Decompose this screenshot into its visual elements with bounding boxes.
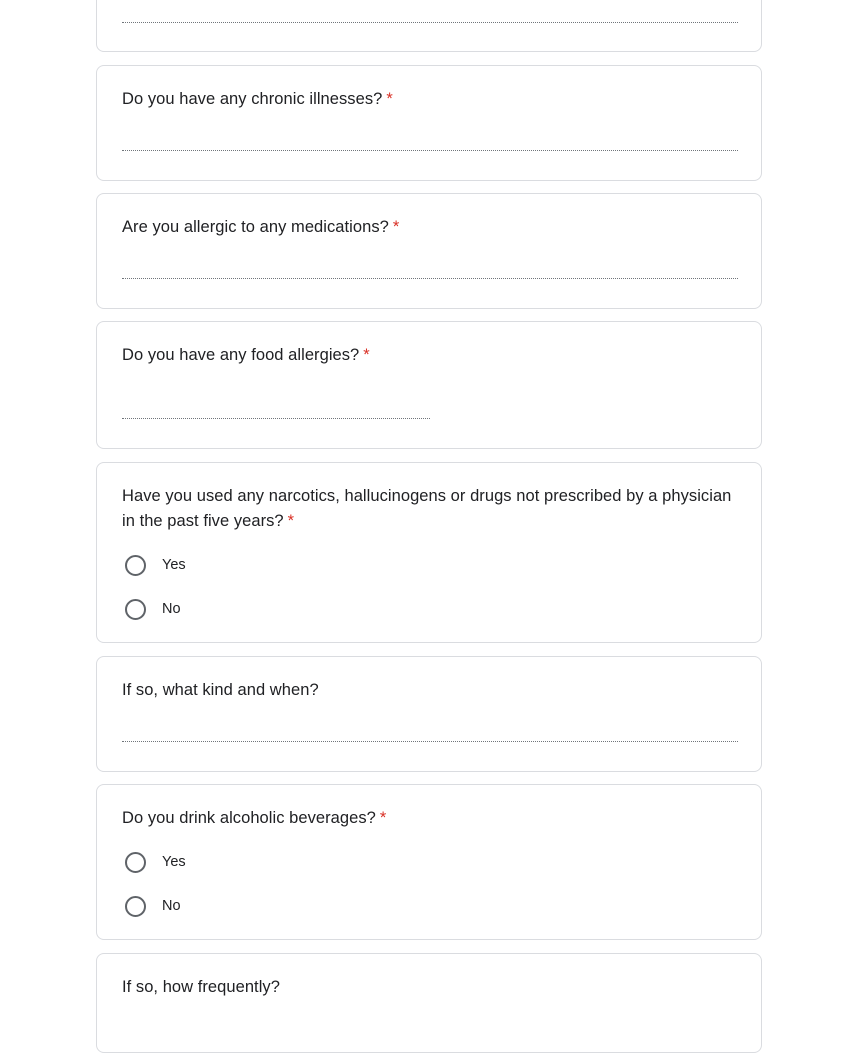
radio-label: Yes: [162, 854, 186, 870]
required-asterisk: *: [379, 809, 387, 827]
required-asterisk: *: [386, 90, 393, 108]
radio-option-yes[interactable]: [125, 850, 186, 874]
question-card-food-allergies: [96, 321, 762, 449]
question-title: Have you used any narcotics, hallucinogens or drugs not prescribed by a physician in the past five years? *: [122, 487, 732, 530]
question-card-previous: [96, 0, 762, 52]
question-title: If so, what kind and when?: [122, 681, 319, 699]
question-title: Do you have any chronic illnesses? *: [122, 90, 393, 108]
question-card-alcohol: [96, 784, 762, 940]
short-answer-input[interactable]: [122, 418, 430, 419]
question-title: Do you have any food allergies? *: [122, 346, 370, 364]
question-card-alcohol-frequency: [96, 953, 762, 1053]
required-asterisk: *: [363, 346, 370, 364]
radio-label: No: [162, 601, 181, 617]
radio-button[interactable]: [125, 599, 146, 620]
radio-button[interactable]: [125, 555, 146, 576]
radio-button[interactable]: [125, 852, 146, 873]
radio-option-no[interactable]: [125, 894, 181, 918]
required-asterisk: *: [287, 512, 295, 530]
radio-label: Yes: [162, 557, 186, 573]
question-title: Do you drink alcoholic beverages? *: [122, 809, 387, 827]
radio-option-yes[interactable]: [125, 553, 186, 577]
question-card-chronic-illnesses: [96, 65, 762, 181]
short-answer-input[interactable]: [122, 22, 738, 23]
radio-option-no[interactable]: [125, 597, 181, 621]
question-card-medication-allergies: [96, 193, 762, 309]
question-card-drug-use: [96, 462, 762, 643]
short-answer-input[interactable]: [122, 278, 738, 279]
short-answer-input[interactable]: [122, 150, 738, 151]
radio-label: No: [162, 898, 181, 914]
question-title: If so, how frequently?: [122, 978, 280, 996]
question-card-drug-details: [96, 656, 762, 772]
radio-button[interactable]: [125, 896, 146, 917]
required-asterisk: *: [392, 218, 400, 236]
question-title: Are you allergic to any medications? *: [122, 218, 400, 236]
short-answer-input[interactable]: [122, 741, 738, 742]
